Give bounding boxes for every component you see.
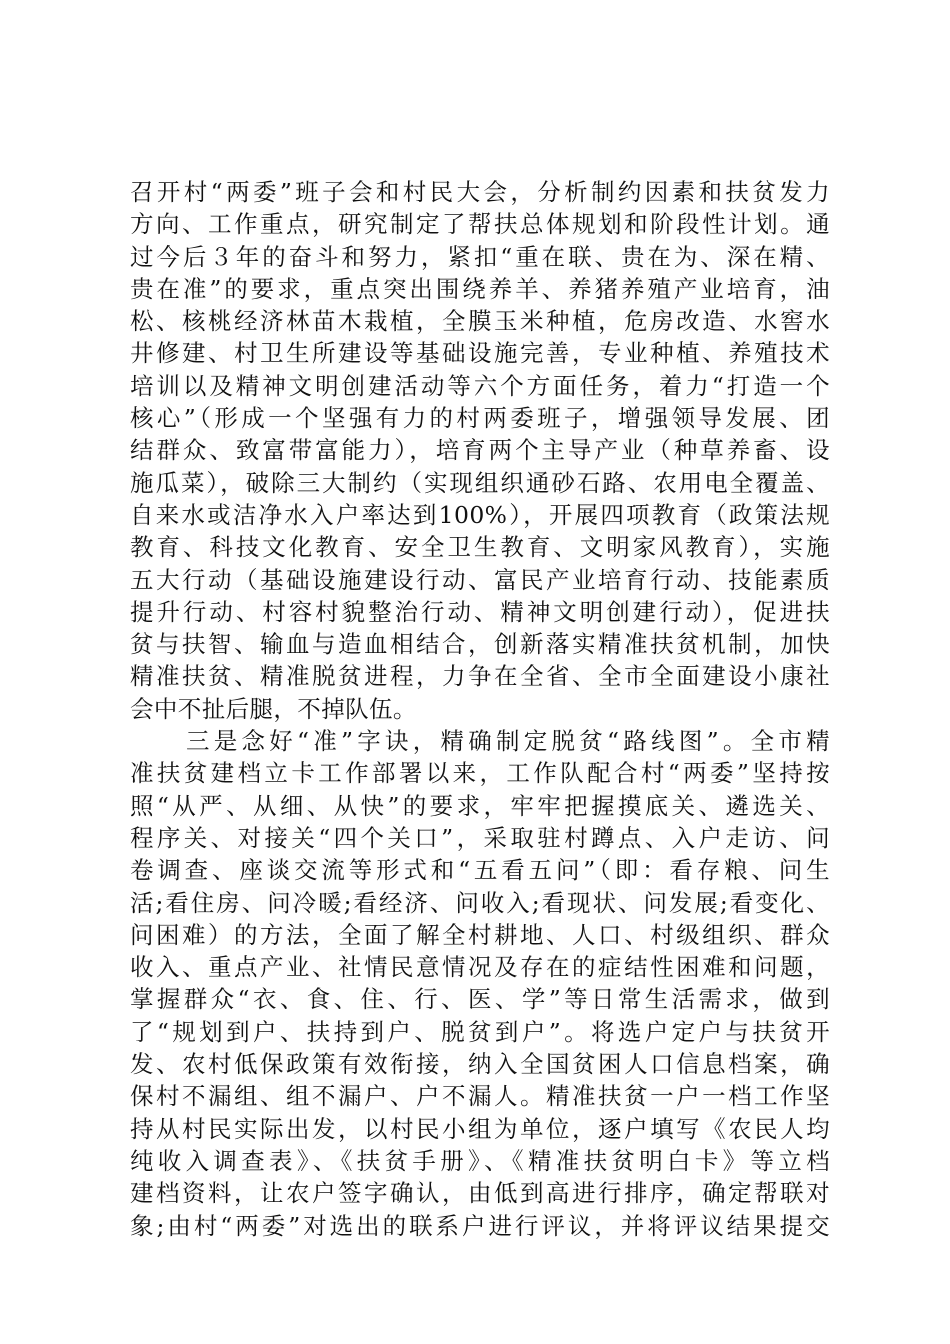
- text-line: 贵在准”的要求，重点突出围绕养羊、养猪养殖产业培育，油: [130, 274, 830, 303]
- text-line: 持从村民实际出发，以村民小组为单位，逐户填写《农民人均: [130, 1114, 830, 1143]
- text-line: 教育、科技文化教育、安全卫生教育、文明家风教育），实施: [130, 533, 830, 562]
- text-line: 象;由村“两委”对选出的联系户进行评议，并将评议结果提交: [130, 1211, 830, 1240]
- text-line: 施瓜菜），破除三大制约（实现组织通砂石路、农用电全覆盖、: [130, 468, 830, 497]
- text-line: 纯收入调查表》、《扶贫手册》、《精准扶贫明白卡》等立档: [130, 1146, 830, 1175]
- text-line: 自来水或洁净水入户率达到100%），开展四项教育（政策法规: [130, 500, 830, 529]
- text-line: 照“从严、从细、从快”的要求，牢牢把握摸底关、遴选关、: [130, 791, 830, 820]
- text-line: 问困难）的方法，全面了解全村耕地、人口、村级组织、群众: [130, 920, 830, 949]
- text-line: 掌握群众“衣、食、住、行、医、学”等日常生活需求，做到: [130, 985, 830, 1014]
- text-line: 精准扶贫、精准脱贫进程，力争在全省、全市全面建设小康社: [130, 662, 830, 691]
- body-text: [130, 176, 830, 1242]
- text-line: 了“规划到户、扶持到户、脱贫到户”。将选户定户与扶贫开: [130, 1017, 830, 1046]
- paragraph-end-line: 会中不扯后腿，不掉队伍。: [130, 694, 417, 723]
- text-line: 保村不漏组、组不漏户、户不漏人。精准扶贫一户一档工作坚: [130, 1082, 830, 1111]
- text-line: 培训以及精神文明创建活动等六个方面任务，着力“打造一个: [130, 371, 830, 400]
- text-line: 建档资料，让农户签字确认，由低到高进行排序，确定帮联对: [130, 1179, 830, 1208]
- text-line: 卷调查、座谈交流等形式和“五看五问”（即：看存粮、问生: [130, 856, 830, 885]
- text-line: 贫与扶智、输血与造血相结合，创新落实精准扶贫机制，加快: [130, 630, 830, 659]
- text-line: 松、核桃经济林苗木栽植，全膜玉米种植，危房改造、水窖水: [130, 307, 830, 336]
- text-line: 提升行动、村容村貌整治行动、精神文明创建行动），促进扶: [130, 597, 830, 626]
- text-line: 召开村“两委”班子会和村民大会，分析制约因素和扶贫发力: [130, 178, 830, 206]
- text-line: 井修建、村卫生所建设等基础设施完善，专业种植、养殖技术: [130, 339, 830, 368]
- text-line: 过今后３年的奋斗和努力，紧扣“重在联、贵在为、深在精、: [130, 242, 830, 271]
- text-line: 准扶贫建档立卡工作部署以来，工作队配合村“两委”坚持按: [130, 759, 830, 788]
- text-line: 发、农村低保政策有效衔接，纳入全国贫困人口信息档案，确: [130, 1050, 830, 1079]
- paragraph-first-line: 三是念好“准”字诀，精确制定脱贫“路线图”。全市精: [186, 727, 830, 756]
- text-line: 活;看住房、问冷暖;看经济、问收入;看现状、问发展;看变化、: [130, 888, 830, 917]
- text-line: 程序关、对接关“四个关口”，采取驻村蹲点、入户走访、问: [130, 823, 830, 852]
- text-line: 方向、工作重点，研究制定了帮扶总体规划和阶段性计划。通: [130, 210, 830, 239]
- text-line: 结群众、致富带富能力），培育两个主导产业（种草养畜、设: [130, 436, 830, 465]
- text-line: 核心”（形成一个坚强有力的村两委班子，增强领导发展、团: [130, 404, 830, 433]
- text-line: 五大行动（基础设施建设行动、富民产业培育行动、技能素质: [130, 565, 830, 594]
- text-line: 收入、重点产业、社情民意情况及存在的症结性困难和问题，: [130, 953, 830, 982]
